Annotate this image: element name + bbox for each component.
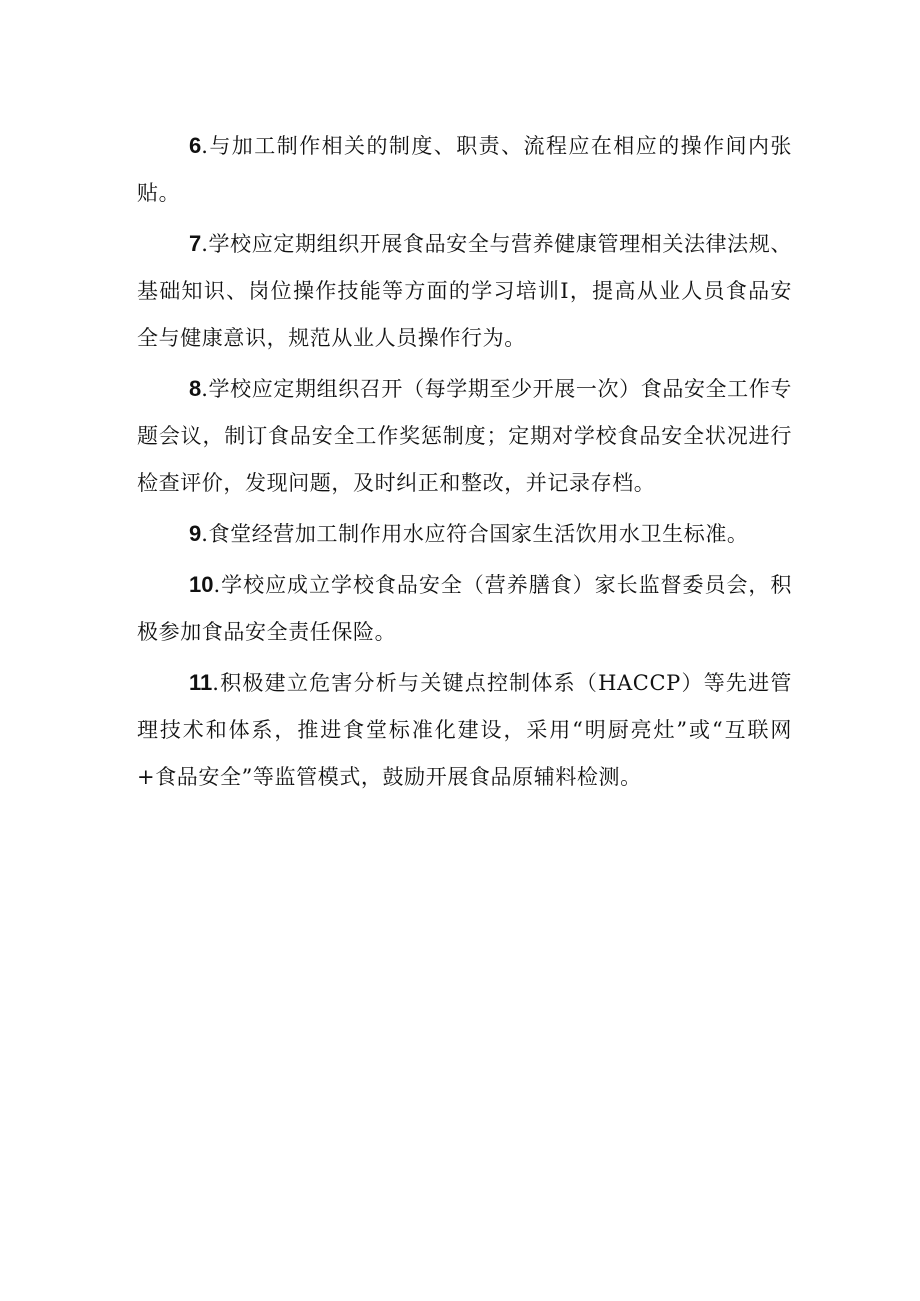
clause-text: .学校应成立学校食品安全（营养膳食）家长监督委员会，积极参加食品安全责任保险。 (137, 573, 792, 644)
clause-number: 10 (189, 572, 214, 597)
clause-11 (137, 659, 792, 801)
clause-number: 11 (189, 670, 213, 695)
document-body (137, 122, 792, 804)
clause-text: .积极建立危害分析与关键点控制体系（HACCP）等先进管理技术和体系，推进食堂标准化建设，采用“明厨亮灶”或“互联网+食品安全”等监管模式，鼓励开展食品原辅料检测。 (137, 671, 792, 789)
clause-text: .学校应定期组织开展食品安全与营养健康管理相关法律法规、基础知识、岗位操作技能等方面的学习培训I，提高从业人员食品安全与健康意识，规范从业人员操作行为。 (137, 232, 792, 350)
clause-8 (137, 365, 792, 507)
clause-7 (137, 220, 792, 362)
clause-6 (137, 122, 792, 217)
clause-text: .学校应定期组织召开（每学期至少开展一次）食品安全工作专题会议，制订食品安全工作奖惩制度；定期对学校食品安全状况进行检查评价，发现问题，及时纠正和整改，并记录存档。 (137, 377, 792, 495)
clause-number: 7 (189, 231, 202, 256)
clause-text: .与加工制作相关的制度、职责、流程应在相应的操作间内张贴。 (137, 134, 792, 205)
clause-number: 9 (189, 521, 202, 546)
clause-9 (137, 510, 792, 558)
clause-number: 6 (189, 133, 202, 158)
clause-10 (137, 561, 792, 656)
clause-text: .食堂经营加工制作用水应符合国家生活饮用水卫生标准。 (201, 522, 749, 546)
clause-number: 8 (189, 376, 202, 401)
